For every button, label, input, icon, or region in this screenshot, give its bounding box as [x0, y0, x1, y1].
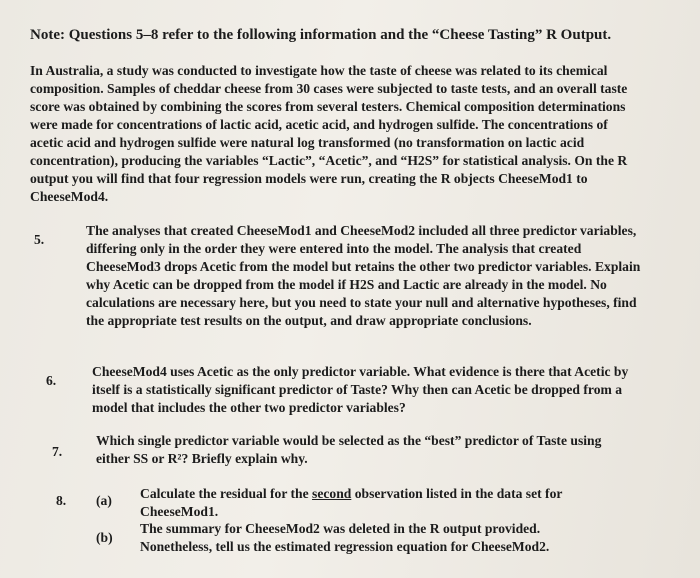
part-a-underlined: second	[312, 486, 352, 501]
intro-paragraph: In Australia, a study was conducted to investigate how the taste of cheese was related to its chemical composition. Samples of cheddar cheese from 30 cases were subjected to taste tests, and an overall taste score was obtained by combining the scores from several testers. Chemical composition determinations were made for concentrations of lactic acid, acetic acid, and hydrogen sulfide. The concentrations of acetic acid and hydrogen sulfide were natural log transformed (no transformation on lactic acid concentration), producing the variables “Lactic”, “Acetic”, and “H2S” for statistical analysis. On the R output you will find that four regression models were run, creating the R objects CheeseMod1 to CheeseMod4.	[30, 63, 628, 204]
question-number: 7.	[52, 444, 63, 459]
question-text: The analyses that created CheeseMod1 and CheeseMod2 included all three predictor variables, differing only in the order they were entered into the model. The analysis that created CheeseMod3 drops Acetic from the model but retains the other two predictor variables. Explain why Acetic can be dropped from the model if H2S and Lactic are already in the model. No calculations are necessary here, but you need to state your null and alternative hypotheses, find the appropriate test results on the output, and draw appropriate conclusions.	[86, 223, 641, 328]
question-number: 8.	[56, 493, 67, 508]
question-number: 5.	[34, 232, 45, 247]
part-a-text	[140, 485, 600, 521]
question-text: Which single predictor variable would be selected as the “best” predictor of Taste using either SS or R²? Briefly explain why.	[96, 433, 602, 466]
part-a-text-after: observation listed in the data set for CheeseMod1.	[140, 486, 563, 519]
part-a-label: (a)	[96, 493, 112, 508]
question-text: CheeseMod4 uses Acetic as the only predictor variable. What evidence is there that Acetic by itself is a statistically significant predictor of Taste? Why then can Acetic be dropped from a model that includes the other two predictor variables?	[92, 364, 629, 415]
part-b-text: The summary for CheeseMod2 was deleted in the R output provided. Nonetheless, tell us the estimated regression equation for CheeseMod2.	[140, 521, 550, 554]
question-number: 6.	[46, 373, 57, 388]
part-b-label: (b)	[96, 530, 113, 545]
part-a-text-before: Calculate the residual for the	[140, 486, 313, 501]
note-heading: Note: Questions 5–8 refer to the following information and the “Cheese Tasting” R Output.	[30, 27, 612, 43]
